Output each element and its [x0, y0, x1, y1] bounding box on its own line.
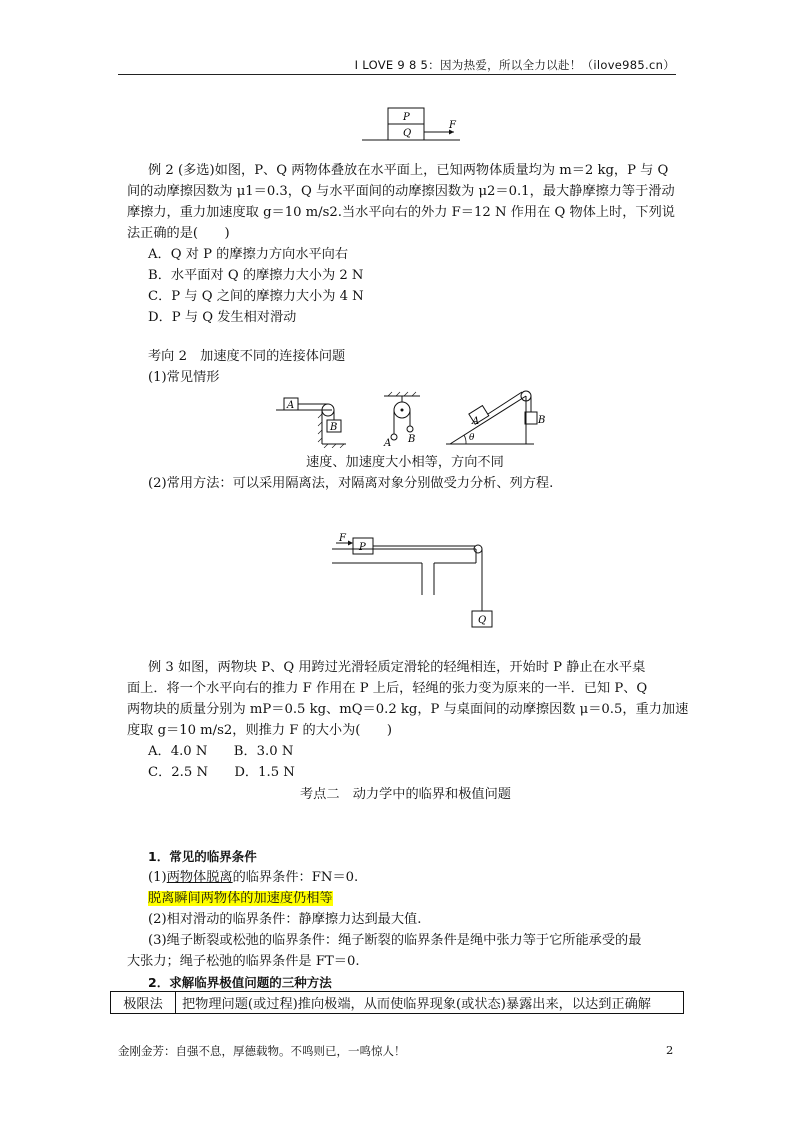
- case3-a-label: A: [472, 416, 480, 427]
- case2-a-label: A: [384, 438, 392, 448]
- kaoxiang2-caption: 速度、加速度大小相等，方向不同: [306, 455, 504, 470]
- kaodian2-heading2: 2．求解临界极值问题的三种方法: [148, 975, 332, 990]
- ex3-line1: 例 3 如图，两物块 P、Q 用跨过光滑轻质定滑轮的轻绳相连，开始时 P 静止在水平桌: [148, 660, 646, 675]
- ex2-line1: 例 2 (多选)如图，P、Q 两物体叠放在水平面上，已知两物体质量均为 m＝2 kg，P 与 Q: [148, 163, 669, 178]
- kaoxiang2-sub1: (1)常见情形: [148, 370, 220, 385]
- fig3-q-label: Q: [478, 615, 487, 626]
- fig3-f-label: F: [339, 533, 346, 544]
- ex3-options-row2: C．2.5 N D．1.5 N: [148, 765, 295, 780]
- kaodian2-c3a: (3)绳子断裂或松弛的临界条件：绳子断裂的临界条件是绳中张力等于它所能承受的最: [148, 933, 642, 948]
- table-pulley-figure: [326, 533, 496, 633]
- c1-underlined: 两物体脱离: [166, 870, 233, 885]
- table-row: [111, 992, 684, 1014]
- methods-table: [110, 991, 684, 1014]
- ex2-line2: 间的动摩擦因数为 μ1＝0.3，Q 与水平面间的动摩擦因数为 μ2＝0.1，最大静摩擦力等于滑动: [127, 184, 675, 199]
- table-cell-method: 极限法: [111, 992, 176, 1014]
- case3-b-label: B: [538, 415, 546, 426]
- ex3-line4: 度取 g＝10 m/s2，则推力 F 的大小为( ): [127, 723, 392, 738]
- ex2-option-d: D．P 与 Q 发生相对滑动: [148, 310, 297, 325]
- ex2-line3: 摩擦力，重力加速度取 g＝10 m/s2.当水平向右的外力 F＝12 N 作用在 Q 物体上时，下列说: [127, 205, 675, 220]
- kaodian2-title: 考点二 动力学中的临界和极值问题: [300, 787, 511, 802]
- ex3-line3: 两物块的质量分别为 mP＝0.5 kg、mQ＝0.2 kg，P 与桌面间的动摩擦因数 μ＝0.5，重力加速: [127, 702, 689, 717]
- kaodian2-c3b: 大张力；绳子松弛的临界条件是 FT＝0.: [127, 954, 360, 969]
- footer-motto: 金刚金芳：自强不息，厚德载物。不鸣则已，一鸣惊人！: [118, 1044, 406, 1058]
- ex2-option-b: B．水平面对 Q 的摩擦力大小为 2 N: [148, 268, 364, 283]
- kaoxiang2-title: 考向 2 加速度不同的连接体问题: [148, 349, 346, 364]
- page-header: I LOVE 9 8 5：因为热爱，所以全力以赴！（ilove985.cn）: [354, 58, 675, 72]
- fig3-p-label: P: [359, 542, 366, 553]
- case1-a-label: A: [287, 400, 295, 411]
- force-f-label: F: [449, 120, 456, 131]
- ex3-line2: 面上．将一个水平向右的推力 F 作用在 P 上后，轻绳的张力变为原来的一半．已知 P、Q: [127, 681, 648, 696]
- case3-theta-label: θ: [469, 433, 475, 443]
- kaodian2-highlight: 脱离瞬间两物体的加速度仍相等: [148, 891, 333, 906]
- ex2-option-a: A．Q 对 P 的摩擦力方向水平向右: [148, 247, 349, 262]
- ex2-option-c: C．P 与 Q 之间的摩擦力大小为 4 N: [148, 289, 364, 304]
- case2-b-label: B: [408, 434, 416, 445]
- header-rule: [118, 74, 676, 75]
- block-p-label: P: [403, 112, 410, 123]
- case1-b-label: B: [330, 422, 338, 433]
- table-cell-description: 把物理问题(或过程)推向极端，从而使临界现象(或状态)暴露出来，以达到正确解: [176, 992, 684, 1014]
- ex2-line4: 法正确的是( ): [127, 226, 230, 241]
- connected-bodies-figure: [270, 390, 570, 448]
- block-q-label: Q: [403, 128, 412, 139]
- kaodian2-heading1: 1．常见的临界条件: [148, 849, 257, 864]
- stacked-blocks-figure: [360, 104, 470, 144]
- page-number: 2: [666, 1043, 674, 1057]
- kaodian2-c2: (2)相对滑动的临界条件：静摩擦力达到最大值.: [148, 912, 422, 927]
- kaoxiang2-sub2: (2)常用方法：可以采用隔离法，对隔离对象分别做受力分析、列方程.: [148, 476, 554, 491]
- ex3-options-row1: A．4.0 N B．3.0 N: [148, 744, 294, 759]
- kaodian2-c1: (1)两物体脱离的临界条件：FN＝0.: [148, 870, 359, 885]
